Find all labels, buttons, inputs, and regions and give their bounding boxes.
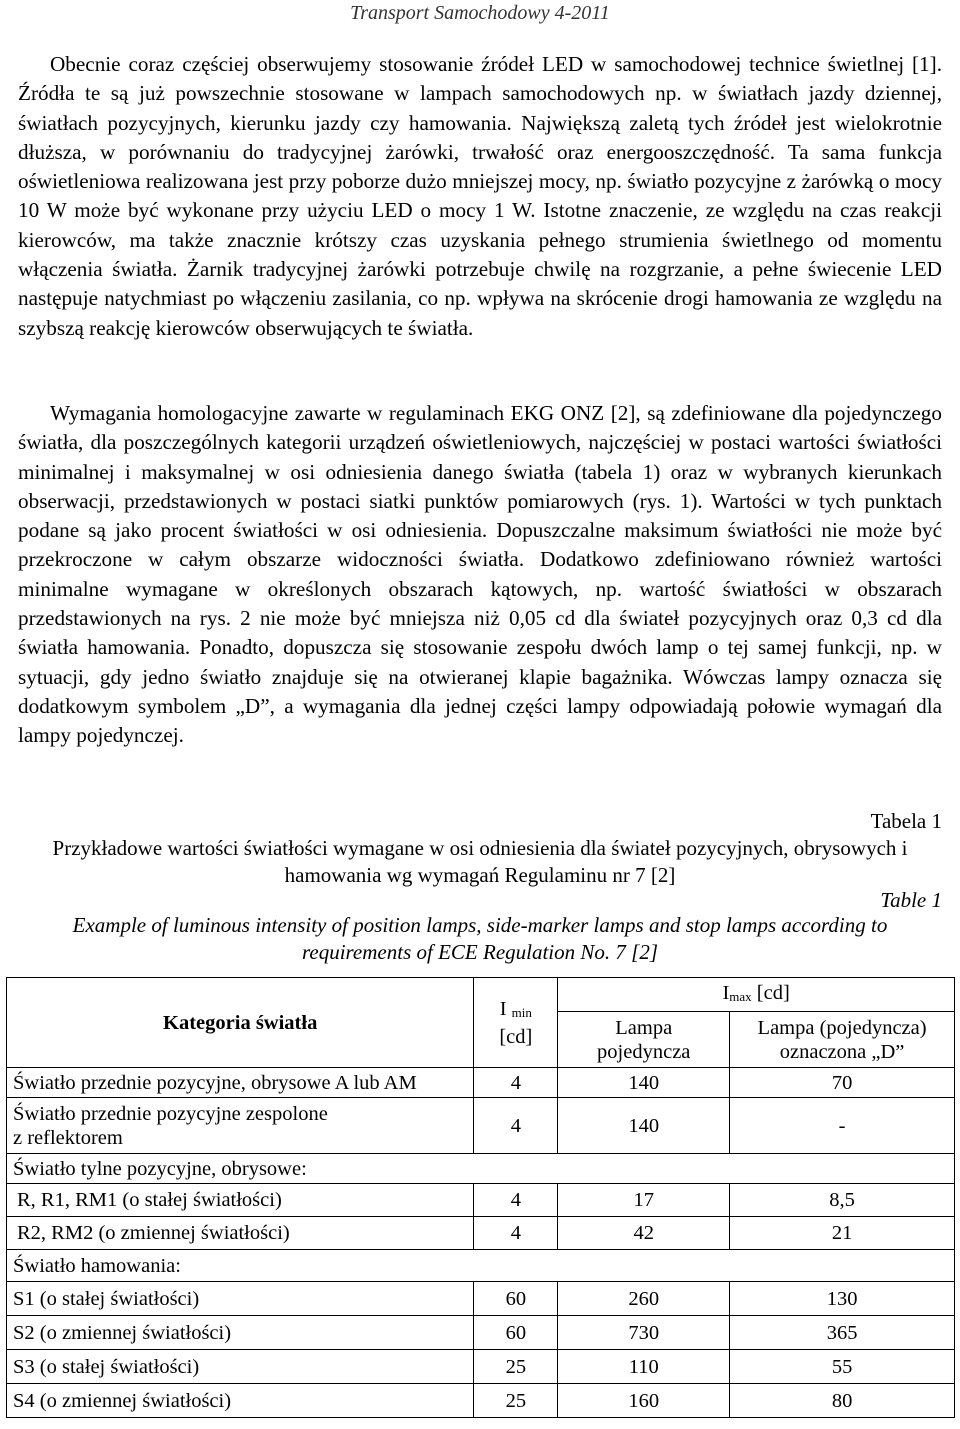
header-category: Kategoria światła — [7, 978, 474, 1068]
intensity-table — [6, 977, 955, 1418]
paragraph-1: Obecnie coraz częściej obserwujemy stosowanie źródeł LED w samochodowej technice świetlnej [1]. Źródła te są już powszechnie stosowane w lampach samochodowych np. w światłach jazdy dziennej, światłach pozycyjnych, kierunku jazdy czy hamowania. Największą zaletą tych źródeł jest wielokrotnie dłuższa, w porównaniu do tradycyjnej żarówki, trwałość oraz energooszczędność. Ta sama funkcja oświetleniowa realizowana jest przy poborze dużo mniejszej mocy, np. światło pozycyjne z żarówką o mocy 10 W może być wykonane przy użyciu LED o mocy 1 W. Istotne znaczenie, ze względu na czas reakcji kierowców, ma także znacznie krótszy czas uzyskania pełnego strumienia świetlnego od momentu włączenia światła. Żarnik tradycyjnej żarówki potrzebuje chwilę na rozgrzanie, a pełne świecenie LED następuje natychmiast po włączeniu zasilania, co np. wpływa na skrócenie drogi hamowania ze względu na szybszą reakcję kierowców obserwujących te światła. — [18, 52, 942, 340]
table-row: S1 (o stałej światłości) 60 260 130 — [7, 1282, 955, 1316]
header-marked-lamp: Lampa (pojedyncza) oznaczona „D” — [730, 1012, 955, 1068]
header-single-lamp: Lampa pojedyncza — [558, 1012, 730, 1068]
header-imax: Imax [cd] — [558, 978, 955, 1012]
table-row: Światło tylne pozycyjne, obrysowe: — [7, 1154, 955, 1184]
table-row: Światło hamowania: — [7, 1250, 955, 1282]
running-header: Transport Samochodowy 4-2011 — [350, 2, 610, 24]
table-row: S3 (o stałej światłości) 25 110 55 — [7, 1350, 955, 1384]
table-row: S2 (o zmiennej światłości) 60 730 365 — [7, 1316, 955, 1350]
header-imin: I min [cd] — [474, 978, 558, 1068]
table-row: Światło przednie pozycyjne zespolone z reflektorem 4 140 - — [7, 1098, 955, 1154]
table-caption-pl: Przykładowe wartości światłości wymagane w osi odniesienia dla świateł pozycyjnych, obrysowych i hamowania wg wymagań Regulaminu nr 7 [2] — [52, 836, 908, 887]
table-label-en: Table 1 — [880, 888, 942, 912]
table-row: Światło przednie pozycyjne, obrysowe A lub AM 4 140 70 — [7, 1068, 955, 1098]
table-label-pl: Tabela 1 — [870, 809, 942, 833]
paragraph-2: Wymagania homologacyjne zawarte w regulaminach EKG ONZ [2], są zdefiniowane dla pojedynczego światła, dla poszczególnych kategorii urządzeń oświetleniowych, najczęściej w postaci wartości światłości minimalnej i maksymalnej w osi odniesienia danego światła (tabela 1) oraz w wybranych kierunkach obserwacji, przedstawionych w postaci siatki punktów pomiarowych (rys. 1). Wartości w tych punktach podane są jako procent światłości w osi odniesienia. Dopuszczalne maksimum światłości nie może być przekroczone w całym obszarze widoczności światła. Dodatkowo zdefiniowano również wartości minimalne wymagane w określonych obszarach kątowych, np. wartość światłości w obszarach przedstawionych na rys. 2 nie może być mniejsza niż 0,05 cd dla świateł pozycyjnych oraz 0,3 cd dla światła hamowania. Ponadto, dopuszcza się stosowanie zespołu dwóch lamp o tej samej funkcji, np. w sytuacji, gdy jedno światło znajduje się na otwieranej klapie bagażnika. Wówczas lampy oznacza się dodatkowym symbolem „D”, a wymagania dla jednej części lampy odpowiadają połowie wymagań dla lampy pojedynczej. — [18, 401, 942, 748]
table-caption-en: Example of luminous intensity of position lamps, side-marker lamps and stop lamps according to requirements of ECE Regulation No. 7 [2] — [72, 913, 888, 964]
table-row: R2, RM2 (o zmiennej światłości) 4 42 21 — [7, 1217, 955, 1250]
table-row: S4 (o zmiennej światłości) 25 160 80 — [7, 1384, 955, 1418]
table-row: R, R1, RM1 (o stałej światłości) 4 17 8,5 — [7, 1184, 955, 1217]
